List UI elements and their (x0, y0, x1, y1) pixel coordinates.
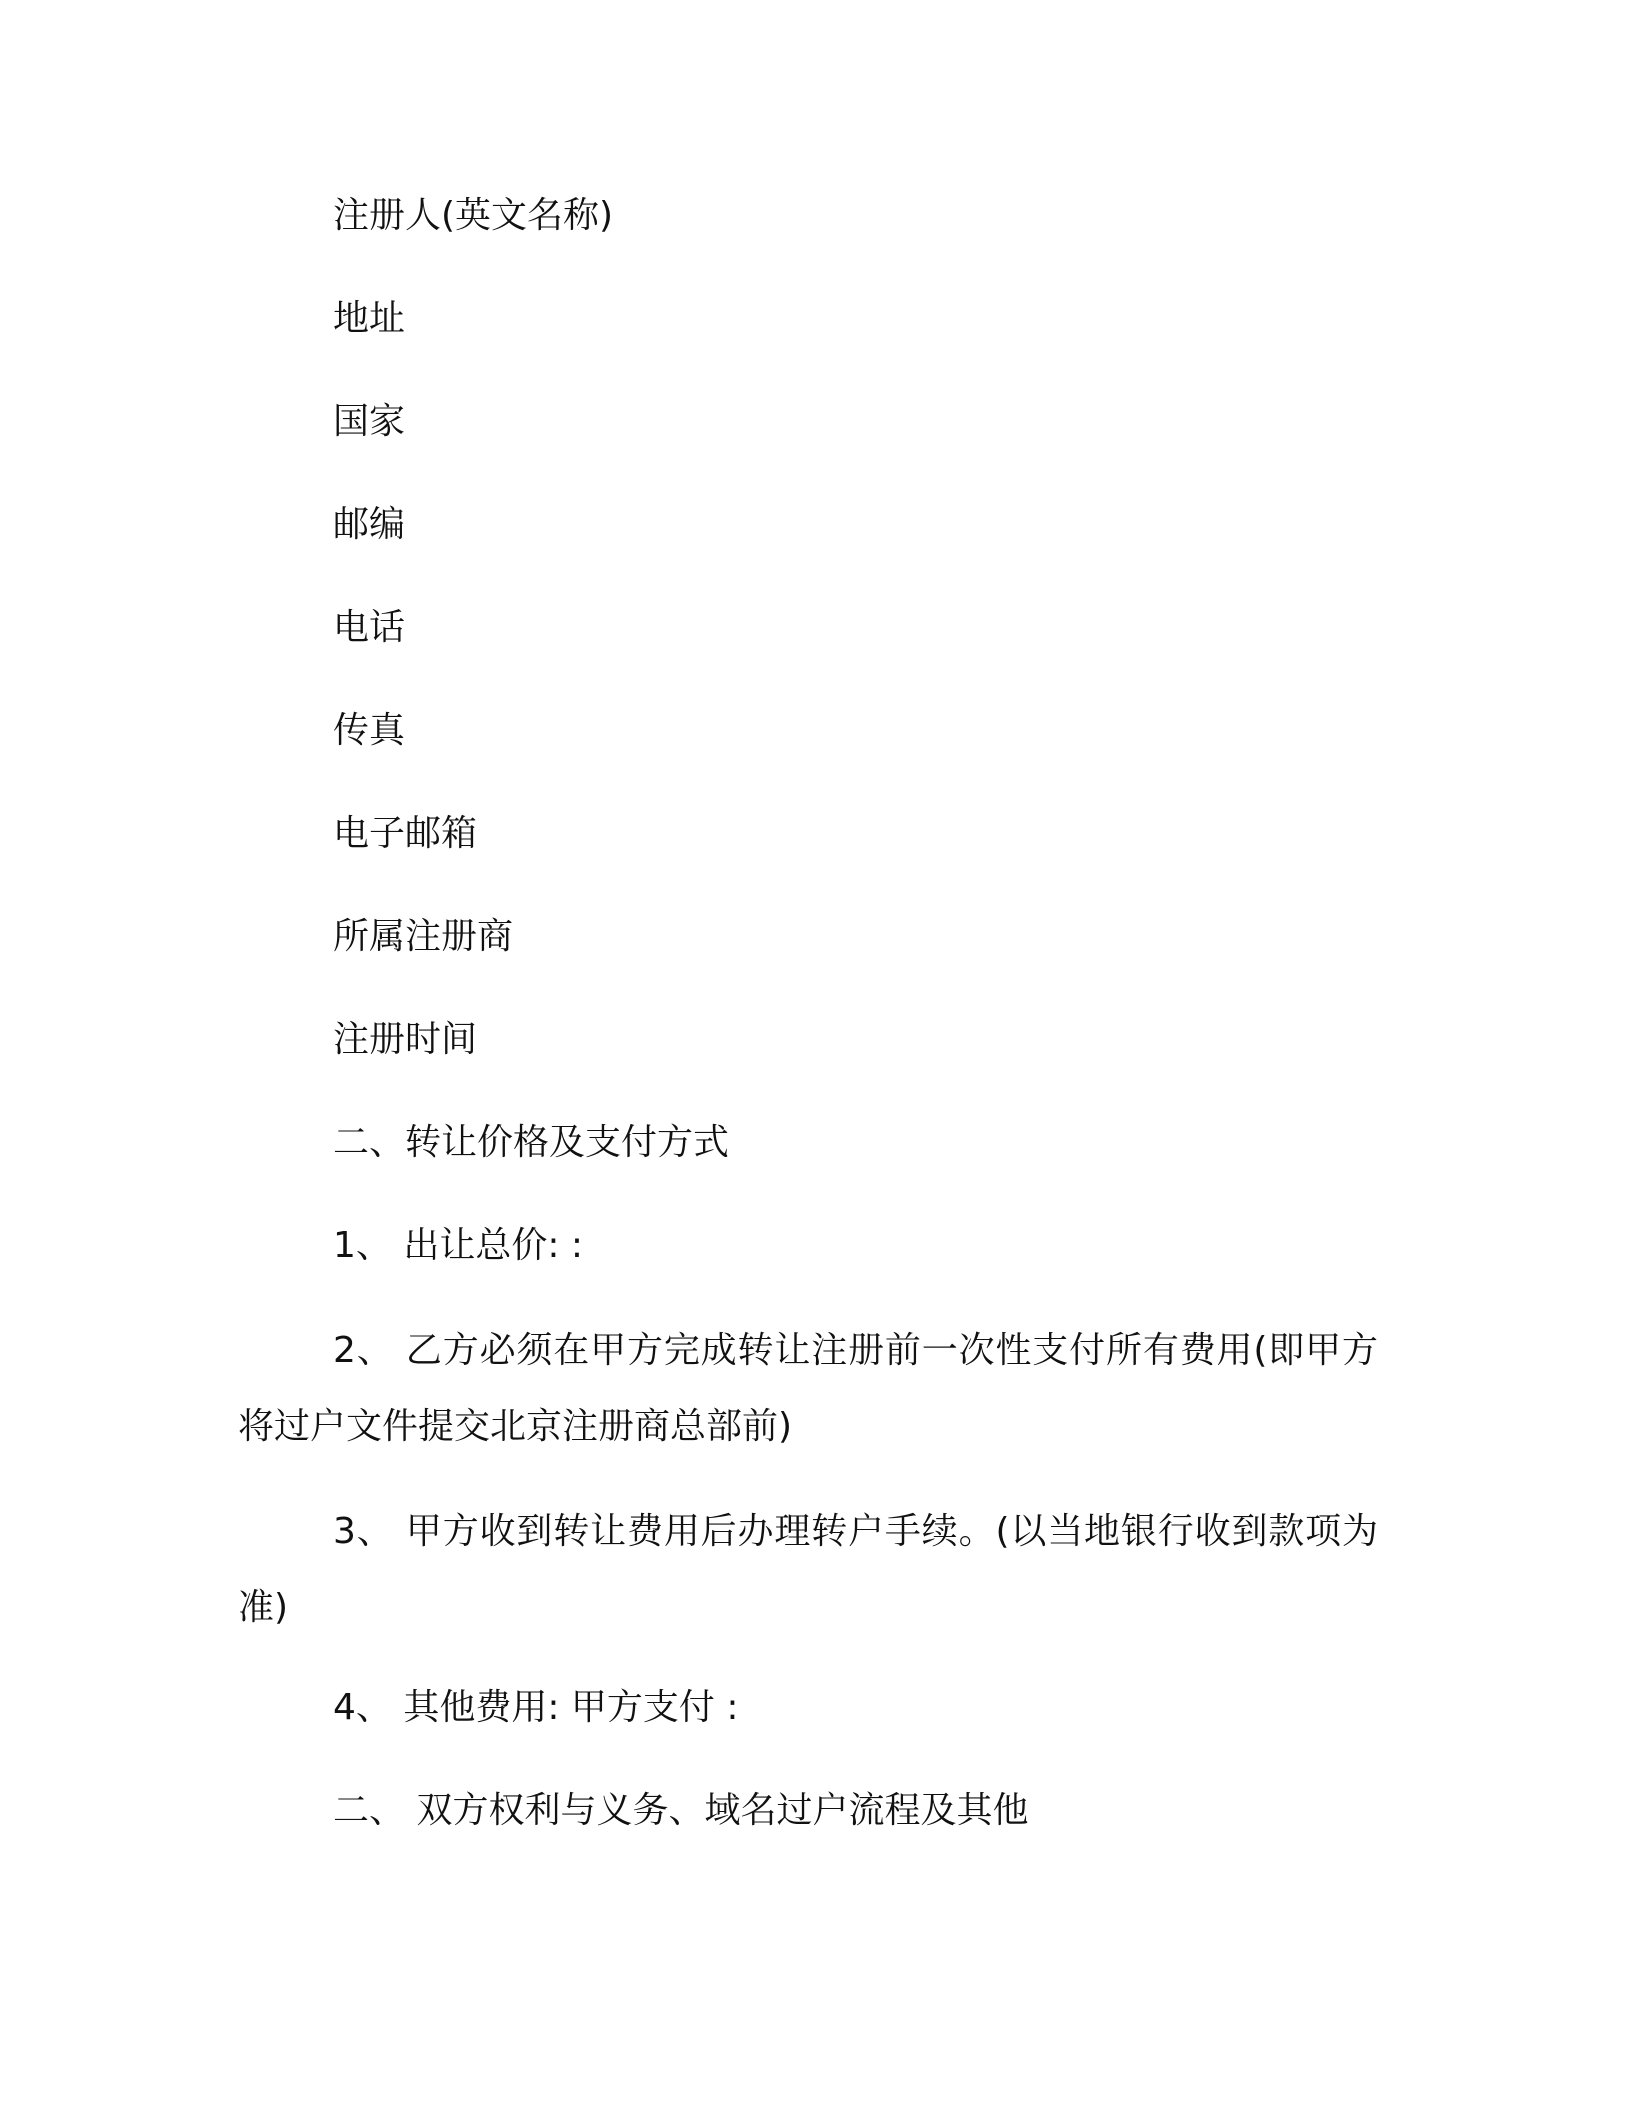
section-heading-price-payment: 二、转让价格及支付方式 (333, 1122, 730, 1163)
field-label-address: 地址 (333, 298, 406, 339)
section-heading-rights-obligations: 二、 双方权利与义务、域名过户流程及其他 (333, 1790, 1029, 1831)
field-label-postcode: 邮编 (333, 504, 406, 545)
field-label-email: 电子邮箱 (333, 813, 478, 854)
field-label-country: 国家 (333, 401, 406, 442)
field-label-phone: 电话 (333, 607, 406, 648)
clause-4-other-fees: 4、 其他费用: 甲方支付 : (333, 1687, 739, 1728)
field-label-registration-time: 注册时间 (333, 1019, 478, 1060)
field-label-registrar: 所属注册商 (333, 916, 514, 957)
field-label-fax: 传真 (333, 710, 406, 751)
clause-2-payment-terms: 2、 乙方必须在甲方完成转让注册前一次性支付所有费用(即甲方将过户文件提交北京注册商总部前) (238, 1330, 1378, 1447)
field-label-registrant-english-name: 注册人(英文名称) (333, 195, 614, 236)
clause-3-transfer-procedure: 3、 甲方收到转让费用后办理转户手续。(以当地银行收到款项为准) (238, 1511, 1378, 1628)
clause-1-total-price: 1、 出让总价: : (333, 1225, 584, 1266)
